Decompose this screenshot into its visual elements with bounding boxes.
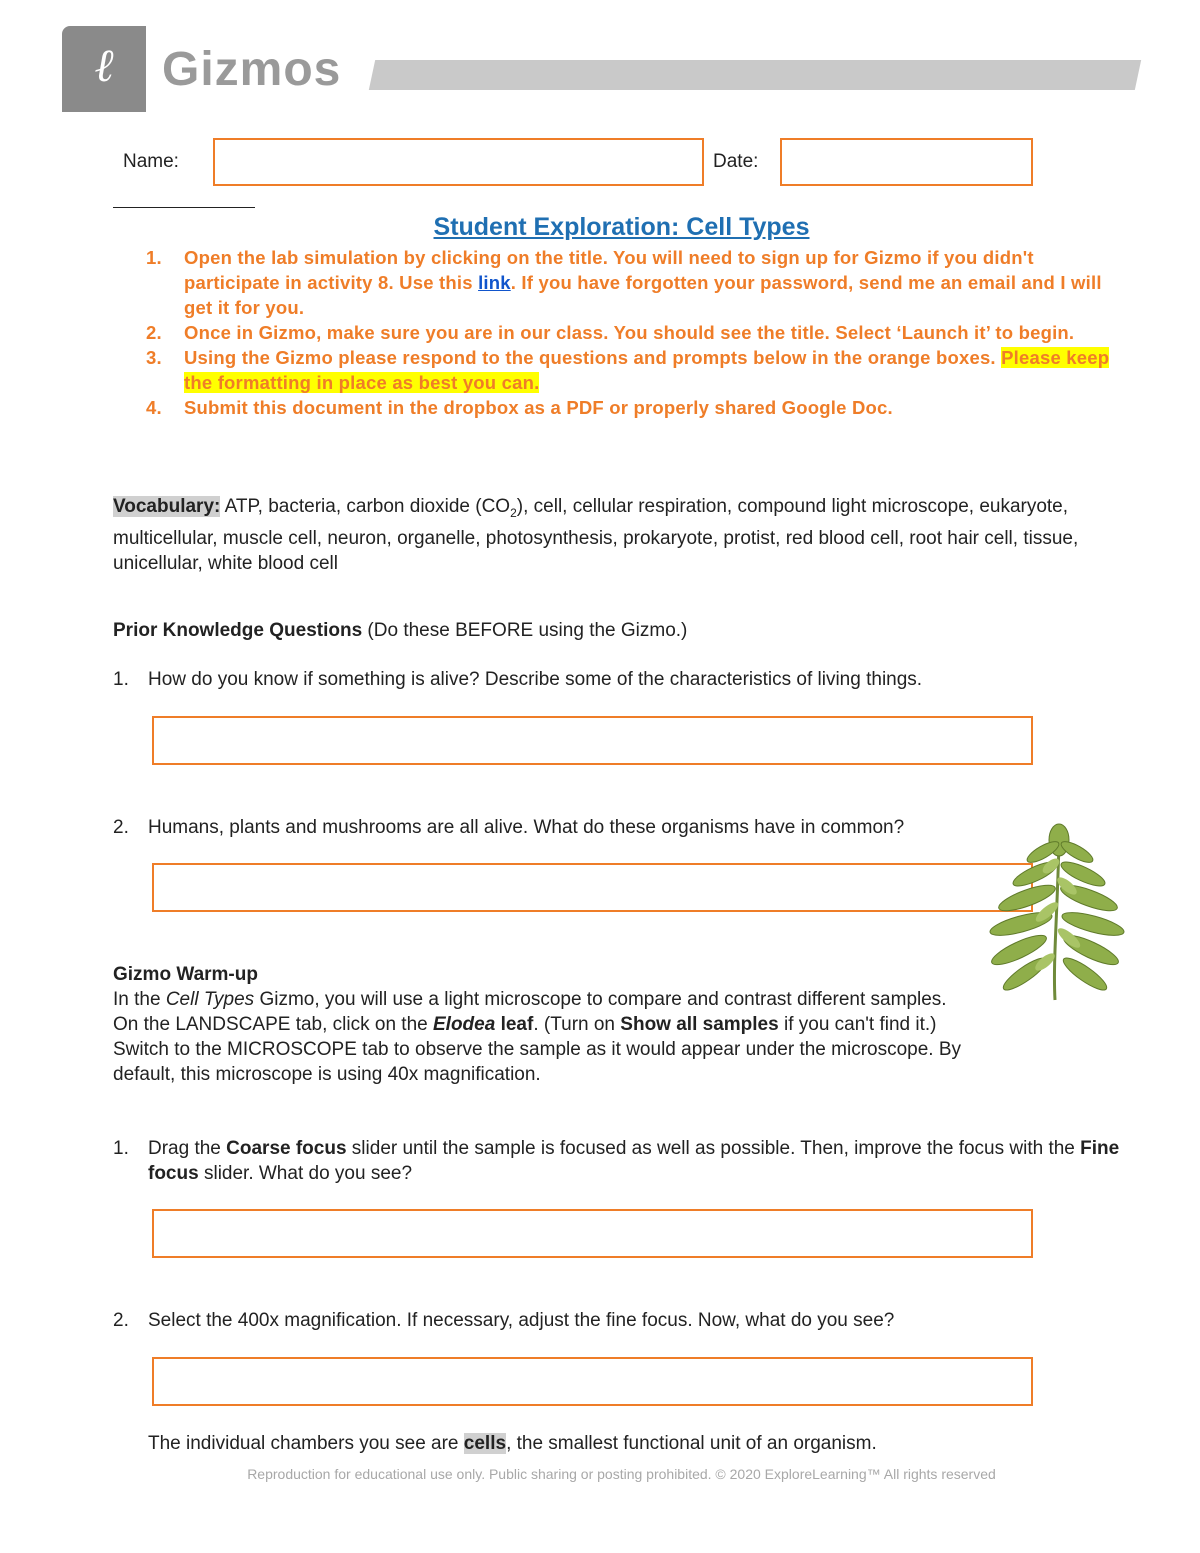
name-field[interactable] [213, 138, 704, 186]
question-item: 1. Drag the Coarse focus slider until the sample is focused as well as possible. Then, improve the focus with the Fine focus slider. What do you see? [113, 1138, 1120, 1184]
instruction-item: 4. Submit this document in the dropbox as a PDF or properly shared Google Doc. [146, 397, 893, 418]
answer-box[interactable] [152, 716, 1033, 765]
date-field[interactable] [780, 138, 1033, 186]
instruction-item: 2. Once in Gizmo, make sure you are in our class. You should see the title. Select ‘Launch it’ to begin. [146, 322, 1075, 343]
divider [113, 207, 255, 208]
answer-box[interactable] [152, 1357, 1033, 1406]
brand-name: Gizmos [162, 43, 342, 96]
cells-definition: The individual chambers you see are cells, the smallest functional unit of an organism. [148, 1433, 877, 1454]
warmup-section: Gizmo Warm-up In the Cell Types Gizmo, you will use a light microscope to compare and contrast different samples. On the LANDSCAPE tab, click on the Elodea leaf. (Turn on Show all samples if you can't find it.) Switch to the MICROSCOPE tab to observe the sample as it would appear under the microscope. By default, this microscope is using 40x magnification. [113, 964, 962, 1085]
explorelearning-logo-icon: ℓ [94, 38, 114, 92]
question-item: 2. Select the 400x magnification. If necessary, adjust the fine focus. Now, what do you see? [113, 1310, 895, 1331]
prior-knowledge-heading: Prior Knowledge Questions (Do these BEFORE using the Gizmo.) [113, 620, 688, 641]
instructions-list [146, 245, 1121, 420]
answer-box[interactable] [152, 863, 1033, 912]
cells-term: cells [463, 1433, 507, 1454]
highlighted-note: Please keep the formatting in place as best you can. [184, 347, 1110, 393]
warmup-heading: Gizmo Warm-up [113, 964, 258, 985]
header-bar [369, 60, 1141, 90]
date-label: Date: [713, 151, 759, 172]
question-item: 1. How do you know if something is alive? Describe some of the characteristics of living things. [113, 669, 923, 690]
page-title[interactable]: Student Exploration: Cell Types [433, 213, 810, 241]
footer-copyright: Reproduction for educational use only. Public sharing or posting prohibited. © 2020 ExploreLearning™ All rights reserved [247, 1466, 996, 1482]
question-item: 2. Humans, plants and mushrooms are all alive. What do these organisms have in common? [113, 817, 905, 838]
instruction-item: 1. Open the lab simulation by clicking on the title. You will need to sign up for Gizmo if you didn't participate in activity 8. Use this link. If you have forgotten your password, send me an email and I will get it for you. [146, 247, 1102, 318]
vocabulary-label: Vocabulary: [113, 496, 221, 517]
elodea-plant-image [985, 822, 1130, 1002]
name-label: Name: [123, 151, 179, 172]
instruction-item: 3. Using the Gizmo please respond to the questions and prompts below in the orange boxes. Please keep the formatting in place as best you can. [146, 347, 1110, 393]
answer-box[interactable] [152, 1209, 1033, 1258]
signup-link[interactable]: link [478, 272, 511, 293]
vocabulary-paragraph: Vocabulary: ATP, bacteria, carbon dioxide $(CO_2)$, cell, cellular respiration, compound light microscope, eukaryote, multicellular, muscle cell, neuron, organelle, photosynthesis, prokaryote, protist, red blood cell, root hair cell, tissue, unicellular, white blood cell [113, 496, 1079, 574]
